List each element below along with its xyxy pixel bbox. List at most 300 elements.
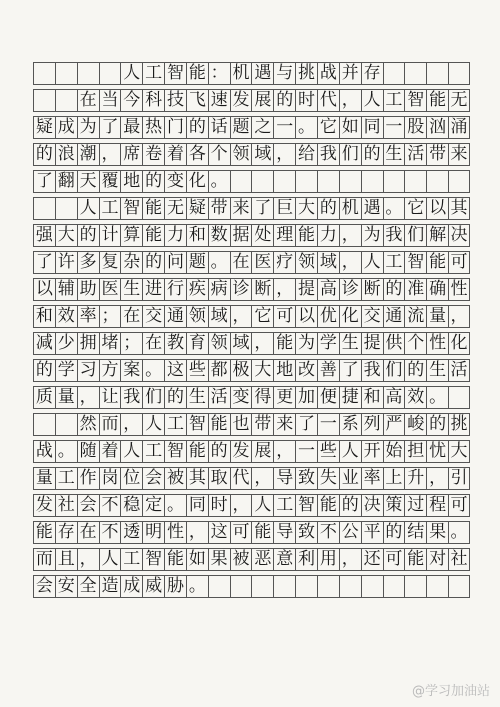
grid-cell: 量 bbox=[33, 467, 55, 490]
grid-cell: 时 bbox=[295, 89, 317, 112]
grid-cell: 助 bbox=[77, 278, 99, 301]
grid-cell: 能 bbox=[142, 197, 164, 220]
grid-cell: 疑 bbox=[186, 197, 208, 220]
grid-cell: 性 bbox=[448, 278, 470, 301]
grid-cell: 工 bbox=[142, 440, 164, 463]
grid-cell: 开 bbox=[361, 440, 383, 463]
grid-cell: 给 bbox=[295, 143, 317, 166]
grid-cell bbox=[55, 89, 77, 112]
grid-cell: 升 bbox=[404, 467, 426, 490]
grid-cell: 效 bbox=[55, 305, 77, 328]
grid-cell: 以 bbox=[33, 278, 55, 301]
grid-cell: 高 bbox=[383, 386, 405, 409]
grid-cell: 工 bbox=[383, 251, 405, 274]
grid-cell: 们 bbox=[142, 386, 164, 409]
grid-cell bbox=[33, 89, 55, 112]
grid-cell: 化 bbox=[339, 305, 361, 328]
grid-cell: 们 bbox=[383, 359, 405, 382]
grid-cell: 如 bbox=[186, 548, 208, 571]
grid-cell: 来 bbox=[448, 143, 470, 166]
grid-cell: 公 bbox=[339, 521, 361, 544]
grid-cell: 我 bbox=[120, 386, 142, 409]
grid-cell bbox=[317, 575, 339, 598]
grid-cell bbox=[273, 170, 295, 193]
grid-cell: 些 bbox=[317, 440, 339, 463]
grid-cell: 智 bbox=[120, 197, 142, 220]
grid-cell: 的 bbox=[273, 89, 295, 112]
grid-cell: 安 bbox=[55, 575, 77, 598]
grid-cell: 工 bbox=[273, 494, 295, 517]
grid-cell: 的 bbox=[361, 143, 383, 166]
grid-cell: 地 bbox=[273, 359, 295, 382]
grid-cell: 得 bbox=[251, 386, 273, 409]
grid-cell bbox=[448, 386, 470, 409]
grid-cell: 的 bbox=[426, 413, 448, 436]
grid-cell: 病 bbox=[208, 278, 230, 301]
grid-cell: 始 bbox=[383, 440, 405, 463]
grid-cell: 能 bbox=[186, 440, 208, 463]
grid-cell: 当 bbox=[99, 89, 121, 112]
grid-cell: 生 bbox=[426, 359, 448, 382]
grid-cell: 和 bbox=[186, 224, 208, 247]
grid-cell: 股 bbox=[404, 116, 426, 139]
grid-cell: 智 bbox=[142, 548, 164, 571]
grid-cell: 潮 bbox=[77, 143, 99, 166]
grid-cell: 量 bbox=[55, 386, 77, 409]
grid-cell: 其 bbox=[448, 197, 470, 220]
grid-cell: 高 bbox=[317, 278, 339, 301]
grid-cell bbox=[339, 575, 361, 598]
grid-cell: 。 bbox=[164, 494, 186, 517]
grid-cell: ， bbox=[230, 305, 252, 328]
grid-cell: 学 bbox=[317, 332, 339, 355]
grid-cell: 智 bbox=[164, 440, 186, 463]
grid-cell: 的 bbox=[142, 170, 164, 193]
grid-cell: 会 bbox=[77, 494, 99, 517]
grid-cell: 发 bbox=[230, 440, 252, 463]
grid-cell: 系 bbox=[339, 413, 361, 436]
grid-cell: 同 bbox=[186, 494, 208, 517]
grid-cell: 会 bbox=[33, 575, 55, 598]
grid-cell: 在 bbox=[77, 521, 99, 544]
grid-cell: 而 bbox=[99, 413, 121, 436]
grid-cell: 而 bbox=[33, 548, 55, 571]
grid-cell: 智 bbox=[295, 494, 317, 517]
grid-cell: 巨 bbox=[273, 197, 295, 220]
grid-row bbox=[33, 386, 470, 409]
grid-cell: 领 bbox=[230, 143, 252, 166]
grid-cell: 进 bbox=[142, 278, 164, 301]
grid-cell: 和 bbox=[33, 305, 55, 328]
grid-cell: ： bbox=[208, 62, 230, 85]
grid-cell: 为 bbox=[361, 224, 383, 247]
grid-cell: 辅 bbox=[55, 278, 77, 301]
grid-cell: 大 bbox=[55, 224, 77, 247]
grid-cell: 交 bbox=[142, 305, 164, 328]
grid-row bbox=[33, 143, 470, 166]
grid-cell: 能 bbox=[142, 224, 164, 247]
grid-cell: 不 bbox=[317, 521, 339, 544]
grid-cell: 的 bbox=[383, 521, 405, 544]
grid-cell: 性 bbox=[164, 521, 186, 544]
grid-cell: 科 bbox=[142, 89, 164, 112]
grid-cell bbox=[251, 170, 273, 193]
grid-cell: 展 bbox=[251, 89, 273, 112]
grid-cell: 数 bbox=[208, 224, 230, 247]
grid-cell: 门 bbox=[164, 116, 186, 139]
grid-row bbox=[33, 224, 470, 247]
grid-cell: 会 bbox=[142, 467, 164, 490]
grid-cell bbox=[230, 575, 252, 598]
grid-cell: 热 bbox=[142, 116, 164, 139]
grid-cell: 来 bbox=[273, 413, 295, 436]
grid-cell bbox=[273, 575, 295, 598]
grid-cell: 成 bbox=[55, 116, 77, 139]
grid-cell: 据 bbox=[230, 224, 252, 247]
grid-cell: 。 bbox=[55, 440, 77, 463]
grid-cell: 在 bbox=[230, 251, 252, 274]
grid-cell: 些 bbox=[186, 359, 208, 382]
grid-row bbox=[33, 440, 470, 463]
grid-cell: 域 bbox=[251, 143, 273, 166]
grid-cell: 大 bbox=[295, 197, 317, 220]
grid-cell: 我 bbox=[361, 359, 383, 382]
grid-cell: 堵 bbox=[99, 332, 121, 355]
grid-cell: 教 bbox=[164, 332, 186, 355]
grid-cell: 能 bbox=[426, 89, 448, 112]
grid-row bbox=[33, 197, 470, 220]
grid-cell bbox=[383, 62, 405, 85]
grid-cell: 卷 bbox=[142, 143, 164, 166]
grid-cell: 医 bbox=[251, 251, 273, 274]
grid-cell: 的 bbox=[186, 116, 208, 139]
grid-cell: 稳 bbox=[120, 494, 142, 517]
grid-cell: 透 bbox=[120, 521, 142, 544]
grid-cell: 翻 bbox=[55, 170, 77, 193]
grid-cell: 育 bbox=[186, 332, 208, 355]
grid-cell: 工 bbox=[383, 89, 405, 112]
grid-cell: 随 bbox=[77, 440, 99, 463]
grid-cell: 明 bbox=[142, 521, 164, 544]
grid-cell: 更 bbox=[273, 386, 295, 409]
grid-cell: 机 bbox=[339, 197, 361, 220]
grid-cell: 遇 bbox=[361, 197, 383, 220]
grid-cell: 岗 bbox=[99, 467, 121, 490]
grid-cell bbox=[33, 62, 55, 85]
grid-cell: 案 bbox=[120, 359, 142, 382]
grid-cell: 便 bbox=[317, 386, 339, 409]
grid-cell: 供 bbox=[383, 332, 405, 355]
composition-grid bbox=[33, 62, 470, 602]
grid-cell: 领 bbox=[295, 251, 317, 274]
grid-cell: 程 bbox=[426, 494, 448, 517]
grid-cell bbox=[33, 197, 55, 220]
grid-cell: 话 bbox=[208, 116, 230, 139]
grid-cell: 代 bbox=[230, 467, 252, 490]
grid-cell: 展 bbox=[251, 440, 273, 463]
grid-cell: 化 bbox=[448, 332, 470, 355]
grid-cell: 捷 bbox=[339, 386, 361, 409]
grid-cell: 且 bbox=[55, 548, 77, 571]
grid-cell: 大 bbox=[448, 440, 470, 463]
grid-cell: 平 bbox=[361, 521, 383, 544]
grid-cell: 还 bbox=[361, 548, 383, 571]
grid-cell: 理 bbox=[273, 224, 295, 247]
grid-cell: 疗 bbox=[273, 251, 295, 274]
grid-cell: 的 bbox=[77, 224, 99, 247]
grid-cell: 策 bbox=[383, 494, 405, 517]
grid-cell: 上 bbox=[383, 467, 405, 490]
grid-cell: 都 bbox=[208, 359, 230, 382]
grid-cell: ， bbox=[99, 143, 121, 166]
grid-cell: 致 bbox=[295, 467, 317, 490]
grid-cell: 一 bbox=[317, 413, 339, 436]
grid-cell: 能 bbox=[295, 224, 317, 247]
grid-cell: 挑 bbox=[448, 413, 470, 436]
grid-cell: 意 bbox=[273, 548, 295, 571]
grid-cell: 加 bbox=[295, 386, 317, 409]
grid-cell: 浪 bbox=[55, 143, 77, 166]
grid-cell: 量 bbox=[426, 305, 448, 328]
grid-cell: 断 bbox=[361, 278, 383, 301]
grid-cell: 质 bbox=[33, 386, 55, 409]
grid-cell: 人 bbox=[361, 251, 383, 274]
grid-cell: 生 bbox=[120, 278, 142, 301]
grid-cell: 成 bbox=[120, 575, 142, 598]
grid-cell: 的 bbox=[164, 386, 186, 409]
grid-cell: 工 bbox=[142, 62, 164, 85]
grid-cell: 着 bbox=[99, 440, 121, 463]
grid-cell: 失 bbox=[317, 467, 339, 490]
grid-cell: 能 bbox=[164, 548, 186, 571]
grid-cell: 人 bbox=[120, 62, 142, 85]
grid-cell: 了 bbox=[99, 116, 121, 139]
grid-cell: 减 bbox=[33, 332, 55, 355]
grid-cell: 飞 bbox=[186, 89, 208, 112]
grid-cell: 一 bbox=[273, 116, 295, 139]
grid-cell: 发 bbox=[230, 89, 252, 112]
grid-cell: 它 bbox=[317, 116, 339, 139]
grid-cell: 诊 bbox=[230, 278, 252, 301]
grid-cell: 导 bbox=[273, 467, 295, 490]
grid-cell: 杂 bbox=[120, 251, 142, 274]
grid-cell: 行 bbox=[164, 278, 186, 301]
grid-cell: 域 bbox=[208, 305, 230, 328]
grid-cell: ， bbox=[448, 305, 470, 328]
grid-cell: 不 bbox=[99, 521, 121, 544]
grid-cell: 它 bbox=[404, 197, 426, 220]
grid-cell: 活 bbox=[448, 359, 470, 382]
grid-cell: 极 bbox=[230, 359, 252, 382]
grid-cell: 化 bbox=[186, 170, 208, 193]
grid-cell: 决 bbox=[361, 494, 383, 517]
grid-cell: 威 bbox=[142, 575, 164, 598]
grid-cell: 在 bbox=[120, 305, 142, 328]
grid-cell bbox=[77, 62, 99, 85]
grid-cell: 。 bbox=[142, 359, 164, 382]
grid-cell: 它 bbox=[251, 305, 273, 328]
grid-cell bbox=[208, 575, 230, 598]
grid-cell: 能 bbox=[186, 62, 208, 85]
grid-cell: 处 bbox=[251, 224, 273, 247]
grid-cell: 域 bbox=[230, 332, 252, 355]
grid-cell: 的 bbox=[33, 143, 55, 166]
grid-cell: 作 bbox=[77, 467, 99, 490]
grid-cell: 性 bbox=[426, 332, 448, 355]
grid-cell: 活 bbox=[404, 143, 426, 166]
grid-cell: 我 bbox=[383, 224, 405, 247]
grid-cell bbox=[448, 62, 470, 85]
grid-cell: 计 bbox=[99, 224, 121, 247]
grid-cell: 的 bbox=[33, 359, 55, 382]
grid-cell: 工 bbox=[164, 413, 186, 436]
grid-cell: 果 bbox=[426, 521, 448, 544]
grid-cell: 各 bbox=[186, 143, 208, 166]
grid-cell: 算 bbox=[120, 224, 142, 247]
grid-cell: 为 bbox=[77, 116, 99, 139]
grid-cell: 问 bbox=[164, 251, 186, 274]
grid-cell: 带 bbox=[426, 143, 448, 166]
grid-cell bbox=[339, 170, 361, 193]
grid-cell: ， bbox=[339, 224, 361, 247]
grid-cell: 导 bbox=[273, 521, 295, 544]
grid-cell: 造 bbox=[99, 575, 121, 598]
grid-cell bbox=[404, 62, 426, 85]
grid-cell: 善 bbox=[317, 359, 339, 382]
grid-cell bbox=[251, 575, 273, 598]
grid-cell: 担 bbox=[404, 440, 426, 463]
grid-cell: 今 bbox=[120, 89, 142, 112]
watermark: @学习加油站 bbox=[411, 684, 490, 699]
grid-cell: ， bbox=[77, 386, 99, 409]
grid-row bbox=[33, 494, 470, 517]
grid-cell: ， bbox=[77, 548, 99, 571]
grid-cell: 在 bbox=[77, 89, 99, 112]
grid-cell bbox=[383, 575, 405, 598]
grid-cell: 也 bbox=[230, 413, 252, 436]
grid-cell: 个 bbox=[404, 332, 426, 355]
grid-cell: 社 bbox=[55, 494, 77, 517]
grid-cell: 工 bbox=[120, 548, 142, 571]
grid-cell: 生 bbox=[186, 386, 208, 409]
grid-cell: 活 bbox=[208, 386, 230, 409]
grid-row bbox=[33, 305, 470, 328]
grid-cell: 。 bbox=[186, 575, 208, 598]
grid-row bbox=[33, 89, 470, 112]
grid-cell: 们 bbox=[404, 224, 426, 247]
grid-cell: 位 bbox=[120, 467, 142, 490]
grid-row bbox=[33, 521, 470, 544]
grid-cell: 利 bbox=[295, 548, 317, 571]
grid-cell: 无 bbox=[164, 197, 186, 220]
grid-cell: 生 bbox=[339, 332, 361, 355]
grid-cell: 医 bbox=[99, 278, 121, 301]
grid-cell: ； bbox=[120, 332, 142, 355]
grid-cell: 速 bbox=[208, 89, 230, 112]
grid-cell: 领 bbox=[186, 305, 208, 328]
grid-cell: 准 bbox=[404, 278, 426, 301]
grid-cell: 战 bbox=[33, 440, 55, 463]
grid-cell: 改 bbox=[295, 359, 317, 382]
grid-cell: 。 bbox=[383, 197, 405, 220]
grid-cell: 的 bbox=[317, 197, 339, 220]
grid-cell: 人 bbox=[120, 440, 142, 463]
grid-cell: ， bbox=[273, 143, 295, 166]
grid-cell: 交 bbox=[361, 305, 383, 328]
grid-row bbox=[33, 359, 470, 382]
grid-cell: 了 bbox=[295, 413, 317, 436]
grid-cell: 机 bbox=[230, 62, 252, 85]
grid-cell: ， bbox=[339, 89, 361, 112]
grid-cell bbox=[317, 170, 339, 193]
grid-cell bbox=[383, 170, 405, 193]
grid-cell: 存 bbox=[361, 62, 383, 85]
grid-cell bbox=[426, 575, 448, 598]
grid-cell: 能 bbox=[273, 332, 295, 355]
grid-cell bbox=[361, 575, 383, 598]
grid-cell: 人 bbox=[77, 197, 99, 220]
grid-row bbox=[33, 116, 470, 139]
grid-cell: 发 bbox=[33, 494, 55, 517]
grid-cell: 了 bbox=[33, 251, 55, 274]
grid-cell: 智 bbox=[186, 413, 208, 436]
grid-cell: 遇 bbox=[251, 62, 273, 85]
grid-cell: 优 bbox=[317, 305, 339, 328]
grid-cell: 涌 bbox=[448, 116, 470, 139]
grid-cell: 取 bbox=[208, 467, 230, 490]
grid-cell: 覆 bbox=[99, 170, 121, 193]
grid-cell: ， bbox=[230, 494, 252, 517]
grid-cell: ， bbox=[120, 413, 142, 436]
grid-cell: 引 bbox=[448, 467, 470, 490]
grid-cell: 结 bbox=[404, 521, 426, 544]
grid-cell: 智 bbox=[404, 251, 426, 274]
grid-row bbox=[33, 467, 470, 490]
grid-cell: 如 bbox=[339, 116, 361, 139]
grid-cell: 来 bbox=[230, 197, 252, 220]
grid-cell bbox=[448, 575, 470, 598]
grid-cell: 提 bbox=[295, 278, 317, 301]
grid-cell: 通 bbox=[164, 305, 186, 328]
grid-cell: 。 bbox=[208, 170, 230, 193]
grid-cell: 题 bbox=[230, 116, 252, 139]
grid-cell: 我 bbox=[317, 143, 339, 166]
grid-cell: 通 bbox=[383, 305, 405, 328]
grid-cell: 拥 bbox=[77, 332, 99, 355]
grid-cell: 率 bbox=[77, 305, 99, 328]
grid-cell bbox=[230, 170, 252, 193]
grid-cell: 。 bbox=[448, 521, 470, 544]
grid-cell: 力 bbox=[164, 224, 186, 247]
grid-cell: 汹 bbox=[426, 116, 448, 139]
grid-cell: 解 bbox=[426, 224, 448, 247]
grid-cell: 以 bbox=[426, 197, 448, 220]
grid-cell: 可 bbox=[273, 305, 295, 328]
grid-row bbox=[33, 548, 470, 571]
grid-cell: 提 bbox=[361, 332, 383, 355]
grid-cell: 技 bbox=[164, 89, 186, 112]
grid-cell: 同 bbox=[361, 116, 383, 139]
grid-cell: 不 bbox=[99, 494, 121, 517]
grid-cell: 胁 bbox=[164, 575, 186, 598]
grid-cell: 存 bbox=[55, 521, 77, 544]
grid-cell: 全 bbox=[77, 575, 99, 598]
grid-cell: 可 bbox=[230, 521, 252, 544]
grid-cell: ； bbox=[99, 305, 121, 328]
grid-cell bbox=[295, 170, 317, 193]
grid-cell: 业 bbox=[339, 467, 361, 490]
grid-cell: 最 bbox=[120, 116, 142, 139]
